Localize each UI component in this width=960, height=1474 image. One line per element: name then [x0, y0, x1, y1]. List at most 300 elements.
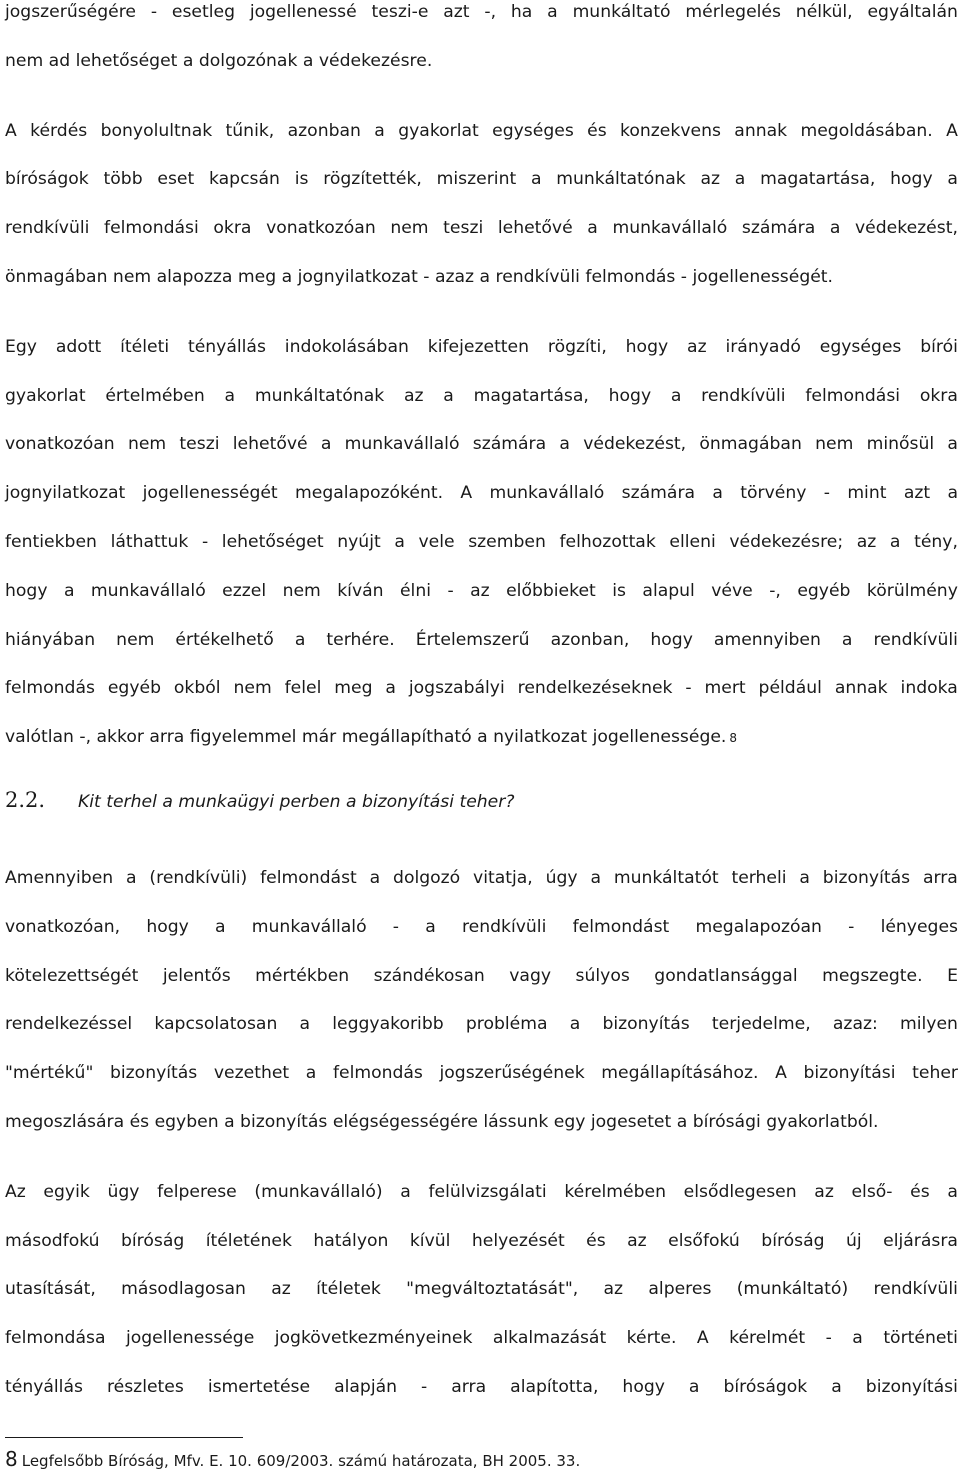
word: például: [758, 678, 822, 699]
word: előbbieket: [506, 580, 596, 601]
word: tény,: [914, 531, 958, 552]
word: védekezésre;: [729, 531, 844, 552]
word: ügy: [107, 1181, 140, 1202]
word: azt: [903, 483, 931, 504]
word: törvény: [740, 483, 807, 504]
word: egyik: [43, 1181, 90, 1202]
word: élni: [399, 580, 432, 601]
word: másodlagosan: [121, 1279, 246, 1300]
word: a: [294, 629, 306, 650]
word: védekezést,: [855, 218, 958, 239]
footnote-text: Legfelsőbb Bíróság, Mfv. E. 10. 609/2003. számú határozata, BH 2005. 33.: [21, 1452, 581, 1470]
word: munkáltatónak: [254, 385, 385, 406]
word: (rendkívüli): [149, 867, 248, 888]
word: teszi: [443, 218, 484, 239]
word: a: [63, 580, 75, 601]
paragraph-line: [5, 903, 958, 952]
word: "mértékű": [5, 1063, 94, 1084]
word: nem: [390, 218, 429, 239]
word: jogszerűségének: [439, 1063, 585, 1084]
word: ítéletének: [205, 1230, 292, 1251]
word: irányadó: [725, 336, 801, 357]
paragraph-line: [5, 1265, 958, 1314]
word: megszegte.: [822, 965, 923, 986]
word: lehetőséget: [221, 531, 324, 552]
word: és: [586, 1230, 606, 1251]
word: munkavállaló: [489, 483, 605, 504]
word: megállapításához.: [601, 1063, 759, 1084]
word: véve: [711, 580, 753, 601]
word: vele: [418, 531, 455, 552]
word: rendkívüli: [461, 916, 547, 937]
word: is: [612, 580, 626, 601]
word: kíván: [337, 580, 384, 601]
word: rögzítették,: [323, 169, 422, 190]
word: is: [294, 169, 309, 190]
paragraph-line: [5, 107, 958, 156]
paragraph-line: [5, 1000, 958, 1049]
word: teszi-e: [371, 2, 429, 22]
word: lehetővé: [497, 218, 573, 239]
word: annak: [734, 120, 788, 141]
word: annak: [834, 678, 888, 699]
word: A: [460, 483, 473, 504]
word: rendkívüli: [873, 629, 958, 650]
word: munkáltatónak: [556, 169, 686, 190]
word: hogy: [622, 1376, 665, 1397]
word: azaz:: [832, 1014, 878, 1035]
word: azonban,: [550, 629, 630, 650]
word: rendelkezéssel: [5, 1014, 133, 1035]
word: mértékben: [255, 965, 350, 986]
word: hogy: [146, 916, 189, 937]
word: ismertetése: [207, 1376, 311, 1397]
word: a: [425, 916, 436, 937]
word: felmondás: [5, 678, 95, 699]
word: bizonyítás: [822, 867, 911, 888]
word: a: [799, 867, 810, 888]
word: felmondása: [5, 1328, 106, 1349]
word: munkavállaló: [344, 434, 460, 455]
word: helyezését: [471, 1230, 565, 1251]
word: rögzíti,: [547, 336, 607, 357]
section-title: Kit terhel a munkaügyi perben a bizonyítási teher?: [78, 791, 515, 812]
word: új: [846, 1230, 862, 1251]
word: nem: [233, 678, 272, 699]
word: kötelezettségét: [5, 965, 139, 986]
word: jogellenessé: [249, 2, 357, 22]
word: hogy: [890, 169, 933, 190]
word: számára: [741, 218, 816, 239]
footnote-number: 8: [5, 1447, 18, 1471]
word: hogy: [625, 336, 669, 357]
word: kapcsolatosan: [154, 1014, 278, 1035]
word: E: [947, 965, 958, 986]
word: a: [394, 531, 405, 552]
word: részletes: [106, 1376, 184, 1397]
word: értékelhető: [175, 629, 274, 650]
word: jogszabályi: [408, 678, 505, 699]
word: felhozottak: [559, 531, 656, 552]
word: mérlegelés: [685, 2, 781, 22]
word: a: [559, 434, 570, 455]
word: hiányában: [5, 629, 96, 650]
word: rendkívüli: [701, 385, 786, 406]
word: munkáltató: [572, 2, 671, 22]
word: munkavállaló: [90, 580, 206, 601]
word: a: [831, 1376, 842, 1397]
word: úgy: [545, 867, 578, 888]
word: felmondási: [104, 218, 199, 239]
word: az: [403, 385, 424, 406]
word: a: [889, 531, 901, 552]
word: teher: [912, 1063, 958, 1084]
word: gondatlansággal: [654, 965, 798, 986]
word: számára: [621, 483, 696, 504]
word: gyakorlat: [398, 120, 479, 141]
word: alapul: [642, 580, 695, 601]
word: a: [215, 916, 226, 937]
word: jogellenessége: [125, 1328, 255, 1349]
paragraph-line: [5, 854, 958, 903]
word: rendkívüli: [873, 1279, 958, 1300]
paragraph-3: [5, 323, 958, 762]
section-heading: [5, 776, 958, 824]
word: jogszerűségére: [5, 2, 136, 22]
word: munkavállaló: [251, 916, 367, 937]
word: -: [825, 1328, 832, 1349]
word: az: [627, 1230, 647, 1251]
word: terhére.: [326, 629, 395, 650]
word: megalapozóan: [695, 916, 822, 937]
word: jogkövetkezményeinek: [274, 1328, 473, 1349]
word: arra: [451, 1376, 487, 1397]
word: lehetővé: [232, 434, 308, 455]
word: (munkavállaló): [254, 1181, 383, 1202]
word: bíróság: [120, 1230, 185, 1251]
word: önmagában: [699, 434, 802, 455]
word: Az: [5, 1181, 26, 1202]
word: bíróságok: [723, 1376, 808, 1397]
word: megalapozóként.: [295, 483, 444, 504]
word: felülvizsgálati: [428, 1181, 547, 1202]
word: a: [947, 1181, 958, 1202]
word: bizonyítás: [109, 1063, 198, 1084]
word: jognyilatkozat: [5, 483, 126, 504]
word: kérelmét: [729, 1328, 806, 1349]
word: fentiekben: [5, 531, 97, 552]
word: tűnik,: [225, 120, 275, 141]
word: kérelmében: [564, 1181, 666, 1202]
word: vitatja,: [473, 867, 533, 888]
word: a: [947, 169, 958, 190]
word: nélkül,: [795, 2, 853, 22]
word: a: [126, 867, 137, 888]
word: -: [447, 580, 454, 601]
word: nem: [282, 580, 321, 601]
paragraph-line: [5, 469, 958, 518]
word: a: [299, 1014, 311, 1035]
word: munkáltatót: [613, 867, 719, 888]
word: a: [734, 169, 746, 190]
word: "megváltoztatását",: [406, 1279, 579, 1300]
word: bíróság: [761, 1230, 825, 1251]
paragraph-2: [5, 107, 958, 302]
paragraph-line: [5, 664, 958, 713]
word: vezethet: [213, 1063, 290, 1084]
word: szemben: [468, 531, 546, 552]
word: -: [150, 2, 158, 22]
word: -,: [484, 2, 497, 22]
word: több: [103, 169, 143, 190]
word: miszerint: [436, 169, 517, 190]
word: egyéb: [797, 580, 851, 601]
word: a: [852, 1328, 863, 1349]
word: kapcsán: [208, 169, 280, 190]
word: -: [848, 916, 855, 937]
word: okból: [173, 678, 221, 699]
word: a: [530, 169, 542, 190]
paragraph-line: [5, 518, 958, 567]
word: vonatkozóan: [266, 218, 376, 239]
word: alapította,: [510, 1376, 599, 1397]
word: a: [443, 385, 454, 406]
word: -: [685, 678, 692, 699]
word: felmondási: [805, 385, 901, 406]
word: a: [590, 867, 601, 888]
word: probléma: [465, 1014, 548, 1035]
word: utasítását,: [5, 1279, 96, 1300]
paragraph-line: [5, 155, 958, 204]
word: körülmény: [866, 580, 958, 601]
word: ha: [510, 2, 533, 22]
word: amennyiben: [713, 629, 821, 650]
paragraph-line: [5, 616, 958, 665]
word: első-: [851, 1181, 893, 1202]
word: egyáltalán: [867, 2, 958, 22]
word: A: [775, 1063, 787, 1084]
word: hogy: [608, 385, 652, 406]
word: értelmében: [105, 385, 205, 406]
word: vonatkozóan,: [5, 916, 121, 937]
section-number: 2.2.: [5, 787, 46, 812]
word: felperese: [157, 1181, 237, 1202]
word: tényállás: [187, 336, 266, 357]
word: elsőfokú: [668, 1230, 740, 1251]
word: felmondást: [572, 916, 670, 937]
paragraph-line: [5, 567, 958, 616]
word: a: [385, 678, 396, 699]
word: azonban: [287, 120, 361, 141]
word: a: [547, 2, 558, 22]
word: konzekvens: [620, 120, 721, 141]
word: magatartása,: [473, 385, 589, 406]
word: a: [224, 385, 236, 406]
paragraph-line: [5, 372, 958, 421]
word: (munkáltató): [736, 1279, 849, 1300]
word: -: [421, 1376, 428, 1397]
word: történeti: [883, 1328, 958, 1349]
word: a: [305, 1063, 317, 1084]
word: felel: [284, 678, 322, 699]
word: a: [587, 218, 598, 239]
word: bizonyítási: [803, 1063, 896, 1084]
word: munkavállaló: [612, 218, 728, 239]
paragraph-line: [5, 0, 958, 37]
word: elsődlegesen: [683, 1181, 797, 1202]
word: azt: [443, 2, 470, 22]
word: nem: [116, 629, 155, 650]
word: másodfokú: [5, 1230, 100, 1251]
word: a: [670, 385, 682, 406]
word: és: [587, 120, 607, 141]
word: bírói: [920, 336, 958, 357]
word: minősül: [866, 434, 935, 455]
paragraph-line: önmagában nem alapozza meg a jognyilatkozat - azaz a rendkívüli felmondás - jogellenességét.: [5, 266, 834, 287]
word: a: [400, 1181, 411, 1202]
word: lényeges: [880, 916, 958, 937]
word: jelentős: [162, 965, 231, 986]
paragraph-line: valótlan -, akkor arra figyelemmel már megállapítható a nyilatkozat jogellenessége. 8: [5, 713, 958, 762]
word: a: [947, 483, 958, 504]
word: terheli: [731, 867, 787, 888]
word: egyéb: [107, 678, 161, 699]
word: a: [320, 434, 332, 455]
word: a: [369, 867, 381, 888]
word: -: [392, 916, 399, 937]
word: indoka: [900, 678, 958, 699]
word: indokolásában: [284, 336, 409, 357]
word: magatartása,: [760, 169, 876, 190]
word: az: [856, 531, 877, 552]
word: elleni: [669, 531, 716, 552]
word: az: [603, 1279, 624, 1300]
word: A: [696, 1328, 709, 1349]
word: az: [470, 580, 490, 601]
paragraph-4: [5, 854, 958, 1147]
word: nyújt: [337, 531, 381, 552]
word: gyakorlat: [5, 385, 86, 406]
word: ítéletek: [316, 1279, 381, 1300]
word: nem: [815, 434, 854, 455]
word: és: [910, 1181, 930, 1202]
paragraph-line: megoszlására és egyben a bizonyítás elégségességére lássunk egy jogesetet a bírósági gyakorlatból.: [5, 1111, 879, 1132]
paragraph-line: [5, 1314, 958, 1363]
word: -,: [769, 580, 781, 601]
word: leggyakoribb: [332, 1014, 444, 1035]
word: alkalmazását: [492, 1328, 607, 1349]
word: Értelemszerű: [415, 629, 530, 650]
word: rendelkezéseknek: [517, 678, 673, 699]
word: esetleg: [171, 2, 235, 22]
paragraph-line-text: valótlan -, akkor arra figyelemmel már megállapítható a nyilatkozat jogellenessége.: [5, 727, 727, 748]
word: bizonyítási: [865, 1376, 958, 1397]
word: vonatkozóan: [5, 434, 115, 455]
word: Egy: [5, 336, 37, 357]
word: alapján: [334, 1376, 398, 1397]
word: a: [829, 218, 841, 239]
paragraph-line: [5, 1049, 958, 1098]
word: az: [814, 1181, 834, 1202]
paragraph-line: [5, 952, 958, 1001]
word: mint: [847, 483, 887, 504]
paragraph-line: nem ad lehetőséget a dolgozónak a védekezésre.: [5, 50, 433, 71]
word: adott: [55, 336, 102, 357]
word: az: [687, 336, 707, 357]
word: okra: [919, 385, 958, 406]
paragraph-1: [5, 0, 958, 86]
word: dolgozó: [393, 867, 461, 888]
word: az: [271, 1279, 291, 1300]
word: egységes: [492, 120, 574, 141]
word: felmondás: [332, 1063, 423, 1084]
word: a: [841, 629, 853, 650]
word: egységes: [819, 336, 902, 357]
word: a: [569, 1014, 581, 1035]
word: az: [700, 169, 721, 190]
document-page: [5, 0, 958, 1412]
word: ezzel: [222, 580, 267, 601]
paragraph-5: [5, 1168, 958, 1412]
word: számára: [472, 434, 547, 455]
word: a: [947, 434, 958, 455]
word: -: [201, 531, 209, 552]
footnote-divider: [5, 1437, 243, 1438]
word: kifejezetten: [427, 336, 530, 357]
word: alperes: [648, 1279, 712, 1300]
word: A: [946, 120, 958, 141]
paragraph-line: [5, 420, 958, 469]
word: hogy: [650, 629, 693, 650]
word: -: [823, 483, 830, 504]
word: megoldásában.: [800, 120, 933, 141]
word: kérte.: [626, 1328, 677, 1349]
word: láthattuk: [110, 531, 189, 552]
word: kérdés: [30, 120, 88, 141]
word: rendkívüli: [5, 218, 90, 239]
word: kívül: [409, 1230, 451, 1251]
word: szándékosan: [373, 965, 485, 986]
paragraph-line: [5, 1363, 958, 1412]
word: hogy: [5, 580, 48, 601]
word: a: [688, 1376, 700, 1397]
word: milyen: [899, 1014, 958, 1035]
word: Amennyiben: [5, 867, 114, 888]
paragraph-line: [5, 1217, 958, 1266]
word: súlyos: [575, 965, 630, 986]
paragraph-line: [5, 204, 958, 253]
word: meg: [334, 678, 373, 699]
word: a: [712, 483, 723, 504]
word: terjedelme,: [711, 1014, 811, 1035]
word: vagy: [509, 965, 552, 986]
word: okra: [213, 218, 252, 239]
paragraph-line: [5, 1168, 958, 1217]
word: eset: [157, 169, 195, 190]
word: védekezést,: [583, 434, 687, 455]
word: bizonyítás: [602, 1014, 690, 1035]
paragraph-line: [5, 323, 958, 372]
word: nem: [127, 434, 167, 455]
word: bíróságok: [5, 169, 89, 190]
word: hatályon: [313, 1230, 389, 1251]
word: eljárásra: [883, 1230, 958, 1251]
word: ítéleti: [120, 336, 170, 357]
word: teszi: [179, 434, 220, 455]
word: bonyolultnak: [100, 120, 213, 141]
footnote: [5, 1447, 580, 1473]
word: a: [374, 120, 385, 141]
